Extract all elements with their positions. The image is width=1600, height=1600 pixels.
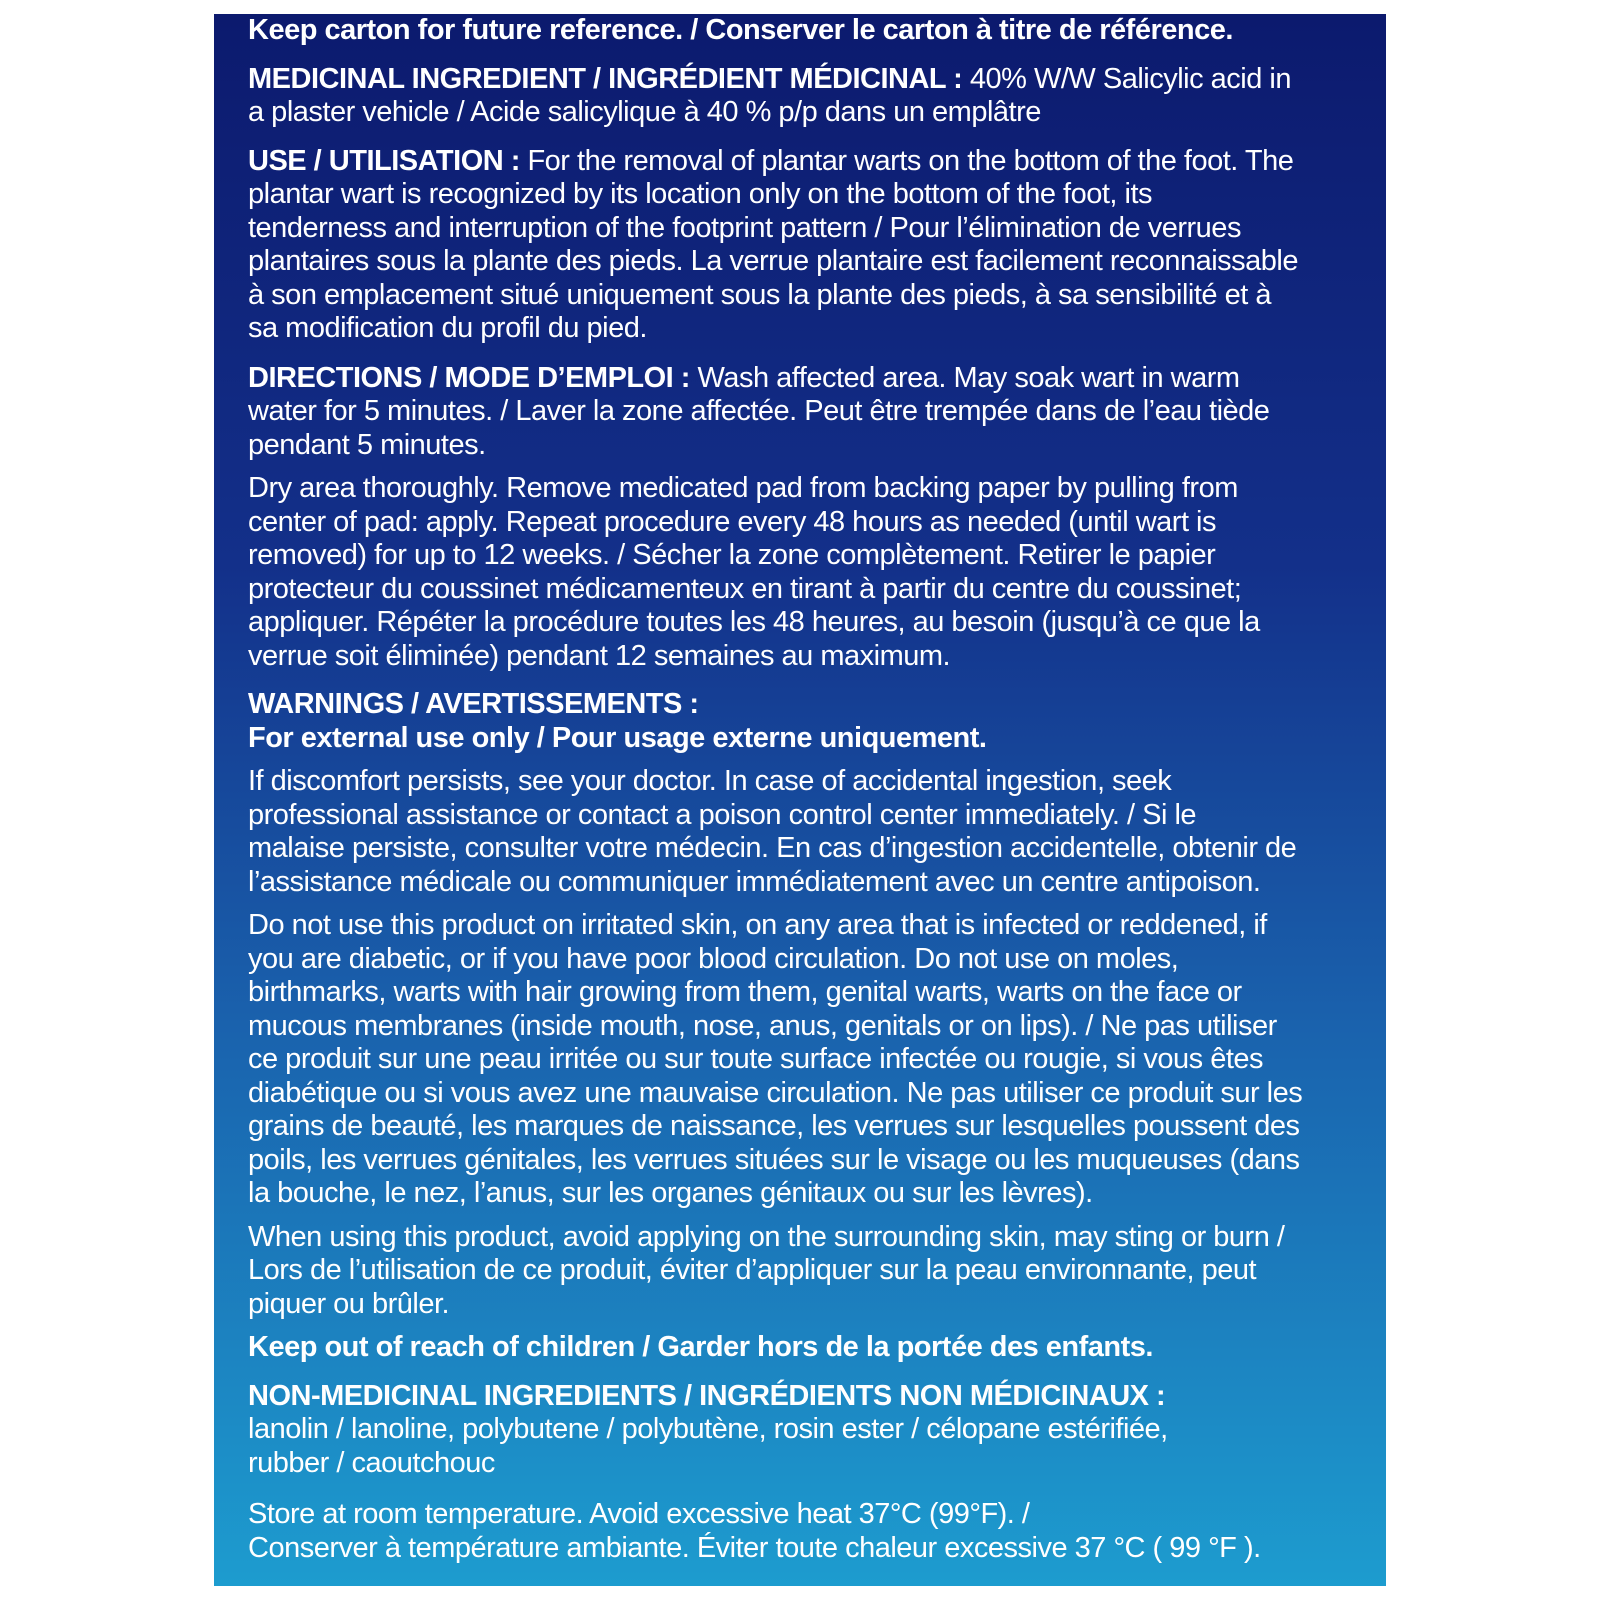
keep-carton-notice: Keep carton for future reference. / Conserver le carton à titre de référence. <box>248 14 1233 46</box>
directions-paragraph-2: Dry area thoroughly. Remove medicated pad from backing paper by pulling from center of pad: apply. Repeat procedure every 48 hours as needed (until wart is removed) for up to 12 weeks. / Sécher la zone complètement. Retirer le papier protecteur du coussinet médicamenteux en tirant à partir du centre du coussinet; appliquer. Répéter la procédure toutes les 48 heures, au besoin (jusqu’à ce que la verrue soit éliminée) pendant 12 semaines au maximum. <box>248 472 1260 672</box>
non-medicinal-text: lanolin / lanoline, polybutene / polybutène, rosin ester / célopane estérifiée, rubber / caoutchouc <box>248 1413 1168 1479</box>
use-text: For the removal of plantar warts on the bottom of the foot. The plantar wart is recognized by its location only on the bottom of the foot, its tenderness and interruption of the footprint pattern / Pour l’élimination de verrues plantaires sous la plante des pieds. La verrue plantaire est facilement reconnaissable à son emplacement situé uniquement sous la plante des pieds, à sa sensibilité et à sa modification du profil du pied. <box>248 144 1298 344</box>
warnings-heading: WARNINGS / AVERTISSEMENTS : For external use only / Pour usage externe uniquement. <box>248 688 987 754</box>
use-heading: USE / UTILISATION : <box>248 144 528 177</box>
warnings-paragraph-1: If discomfort persists, see your doctor. In case of accidental ingestion, seek professional assistance or contact a poison control center immediately. / Si le malaise persiste, consulter votre médecin. En cas d’ingestion accidentelle, obtenir de l’assistance médicale ou communiquer immédiatement avec un centre antipoison. <box>248 765 1297 898</box>
medicinal-ingredient-heading: MEDICINAL INGREDIENT / INGRÉDIENT MÉDICINAL : <box>248 62 970 95</box>
storage-instructions: Store at room temperature. Avoid excessive heat 37°C (99°F). / Conserver à température ambiante. Éviter toute chaleur excessive 37 °C ( 99 °F ). <box>248 1498 1261 1564</box>
label-panel <box>214 14 1386 1586</box>
directions-heading: DIRECTIONS / MODE D’EMPLOI : <box>248 361 698 394</box>
non-medicinal-heading: NON-MEDICINAL INGREDIENTS / INGRÉDIENTS NON MÉDICINAUX : <box>248 1379 1166 1412</box>
medicinal-ingredient-section <box>248 63 1354 130</box>
use-section <box>248 145 1354 346</box>
medicinal-ingredient-text: 40% W/W Salicylic acid in a plaster vehicle / Acide salicylique à 40 % p/p dans un emplâtre <box>248 62 1291 128</box>
warnings-paragraph-2: Do not use this product on irritated skin, on any area that is infected or reddened, if you are diabetic, or if you have poor blood circulation. Do not use on moles, birthmarks, warts with hair growing from them, genital warts, warts on the face or mucous membranes (inside mouth, nose, anus, genitals or on lips). / Ne pas utiliser ce produit sur une peau irritée ou sur toute surface infectée ou rougie, si vous êtes diabétique ou si vous avez une mauvaise circulation. Ne pas utiliser ce produit sur les grains de beauté, les marques de naissance, les verrues sur lesquelles poussent des poils, les verrues génitales, les verrues situées sur le visage ou les muqueuses (dans la bouche, le nez, l’anus, sur les organes génitaux ou sur les lèvres). <box>248 909 1303 1209</box>
directions-section <box>248 362 1354 463</box>
non-medicinal-section <box>248 1380 1354 1481</box>
keep-out-of-reach-notice: Keep out of reach of children / Garder hors de la portée des enfants. <box>248 1331 1153 1363</box>
warnings-paragraph-3: When using this product, avoid applying on the surrounding skin, may sting or burn / Lors de l’utilisation de ce produit, éviter d’appliquer sur la peau environnante, peut piquer ou brûler. <box>248 1220 1285 1320</box>
directions-text: Wash affected area. May soak wart in warm water for 5 minutes. / Laver la zone affectée. Peut être trempée dans de l’eau tiède pendant 5 minutes. <box>248 361 1270 461</box>
